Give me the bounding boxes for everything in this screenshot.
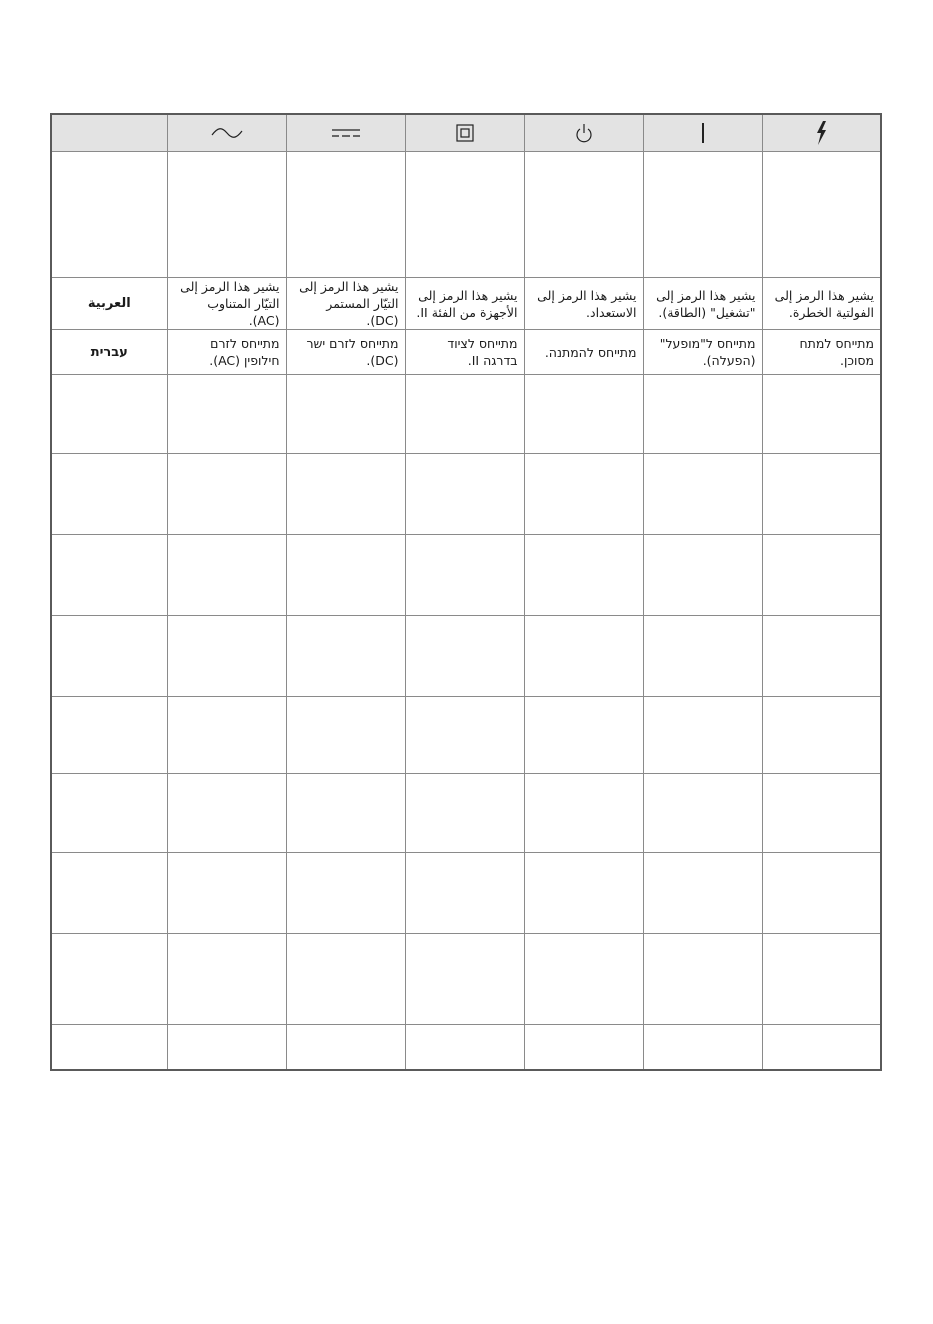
symbol-cell-danger	[762, 114, 881, 152]
table-cell	[286, 375, 405, 454]
table-cell	[405, 1025, 524, 1071]
arabic-description-power-on: يشير هذا الرمز إلى "تشغيل" (الطاقة).	[643, 278, 762, 330]
table-cell	[762, 774, 881, 853]
table-cell	[524, 697, 643, 774]
hebrew-description-power-on: מתייחס ל"מופעל" (הפעלה).	[643, 330, 762, 375]
table-cell	[51, 697, 167, 774]
hebrew-description-ac: מתייחס לזרם חילופין (AC).	[167, 330, 286, 375]
table-cell	[167, 535, 286, 616]
arabic-description-ac: يشير هذا الرمز إلى التيّار المتناوب (AC).	[167, 278, 286, 330]
table-row	[51, 697, 881, 774]
table-cell	[762, 152, 881, 278]
symbol-cell-power-on	[643, 114, 762, 152]
hebrew-description-class-ii: מתייחס לציוד בדרגה II.	[405, 330, 524, 375]
symbol-cell-class-ii	[405, 114, 524, 152]
table-cell	[51, 853, 167, 934]
table-cell	[51, 152, 167, 278]
table-cell	[286, 616, 405, 697]
table-row	[51, 774, 881, 853]
header-corner-cell	[51, 114, 167, 152]
table-cell	[167, 697, 286, 774]
table-cell	[762, 853, 881, 934]
hebrew-row	[51, 330, 881, 375]
table-cell	[405, 774, 524, 853]
table-row	[51, 535, 881, 616]
power-on-icon	[700, 122, 706, 144]
table-cell	[405, 697, 524, 774]
table-cell	[51, 616, 167, 697]
table-cell	[762, 616, 881, 697]
table-cell	[524, 375, 643, 454]
table-row	[51, 152, 881, 278]
table-cell	[524, 934, 643, 1025]
table-cell	[286, 934, 405, 1025]
table-cell	[762, 375, 881, 454]
table-cell	[51, 535, 167, 616]
table-cell	[762, 697, 881, 774]
language-label-arabic: العربية	[51, 278, 167, 330]
table-cell	[167, 934, 286, 1025]
arabic-description-class-ii: يشير هذا الرمز إلى الأجهزة من الفئة II.	[405, 278, 524, 330]
table-cell	[762, 535, 881, 616]
table-cell	[286, 535, 405, 616]
table-cell	[643, 774, 762, 853]
dangerous-voltage-icon	[813, 120, 829, 146]
table-cell	[167, 774, 286, 853]
table-cell	[51, 375, 167, 454]
table-cell	[167, 1025, 286, 1071]
table-row	[51, 853, 881, 934]
table-cell	[762, 454, 881, 535]
table-cell	[286, 853, 405, 934]
table-cell	[762, 1025, 881, 1071]
table-cell	[405, 616, 524, 697]
table-cell	[405, 934, 524, 1025]
table-cell	[643, 375, 762, 454]
language-label-hebrew: עברית	[51, 330, 167, 375]
table-cell	[643, 152, 762, 278]
ac-current-icon	[210, 126, 244, 140]
arabic-description-dc: يشير هذا الرمز إلى التيّار المستمر (DC).	[286, 278, 405, 330]
table-cell	[286, 152, 405, 278]
table-cell	[643, 697, 762, 774]
table-cell	[643, 616, 762, 697]
table-cell	[286, 774, 405, 853]
table-row	[51, 454, 881, 535]
hebrew-description-danger: מתייחס למתח מסוכן.	[762, 330, 881, 375]
table-cell	[524, 152, 643, 278]
table-row	[51, 375, 881, 454]
symbol-table	[50, 113, 882, 1071]
standby-icon	[575, 123, 593, 143]
table-cell	[167, 375, 286, 454]
table-cell	[405, 535, 524, 616]
hebrew-description-standby: מתייחס להמתנה.	[524, 330, 643, 375]
table-cell	[524, 853, 643, 934]
table-cell	[405, 853, 524, 934]
symbol-cell-dc	[286, 114, 405, 152]
table-cell	[405, 152, 524, 278]
symbol-header-row	[51, 114, 881, 152]
table-cell	[524, 1025, 643, 1071]
table-cell	[286, 454, 405, 535]
table-cell	[405, 454, 524, 535]
table-cell	[51, 1025, 167, 1071]
table-cell	[51, 934, 167, 1025]
symbol-cell-ac	[167, 114, 286, 152]
table-cell	[643, 853, 762, 934]
table-row	[51, 934, 881, 1025]
table-cell	[524, 616, 643, 697]
table-cell	[286, 1025, 405, 1071]
table-cell	[524, 774, 643, 853]
table-cell	[167, 152, 286, 278]
table-cell	[51, 454, 167, 535]
table-cell	[643, 454, 762, 535]
table-cell	[643, 1025, 762, 1071]
table-cell	[643, 535, 762, 616]
table-cell	[524, 454, 643, 535]
arabic-description-danger: يشير هذا الرمز إلى الفولتية الخطرة.	[762, 278, 881, 330]
dc-current-icon	[329, 127, 363, 139]
table-cell	[167, 454, 286, 535]
table-cell	[762, 934, 881, 1025]
table-row	[51, 1025, 881, 1071]
class-ii-equipment-icon	[456, 124, 474, 142]
table-cell	[167, 853, 286, 934]
table-cell	[286, 697, 405, 774]
table-cell	[524, 535, 643, 616]
table-row	[51, 616, 881, 697]
arabic-description-standby: يشير هذا الرمز إلى الاستعداد.	[524, 278, 643, 330]
table-cell	[167, 616, 286, 697]
table-cell	[405, 375, 524, 454]
arabic-row	[51, 278, 881, 330]
symbol-cell-standby	[524, 114, 643, 152]
table-cell	[643, 934, 762, 1025]
hebrew-description-dc: מתייחס לזרם ישר (DC).	[286, 330, 405, 375]
table-cell	[51, 774, 167, 853]
